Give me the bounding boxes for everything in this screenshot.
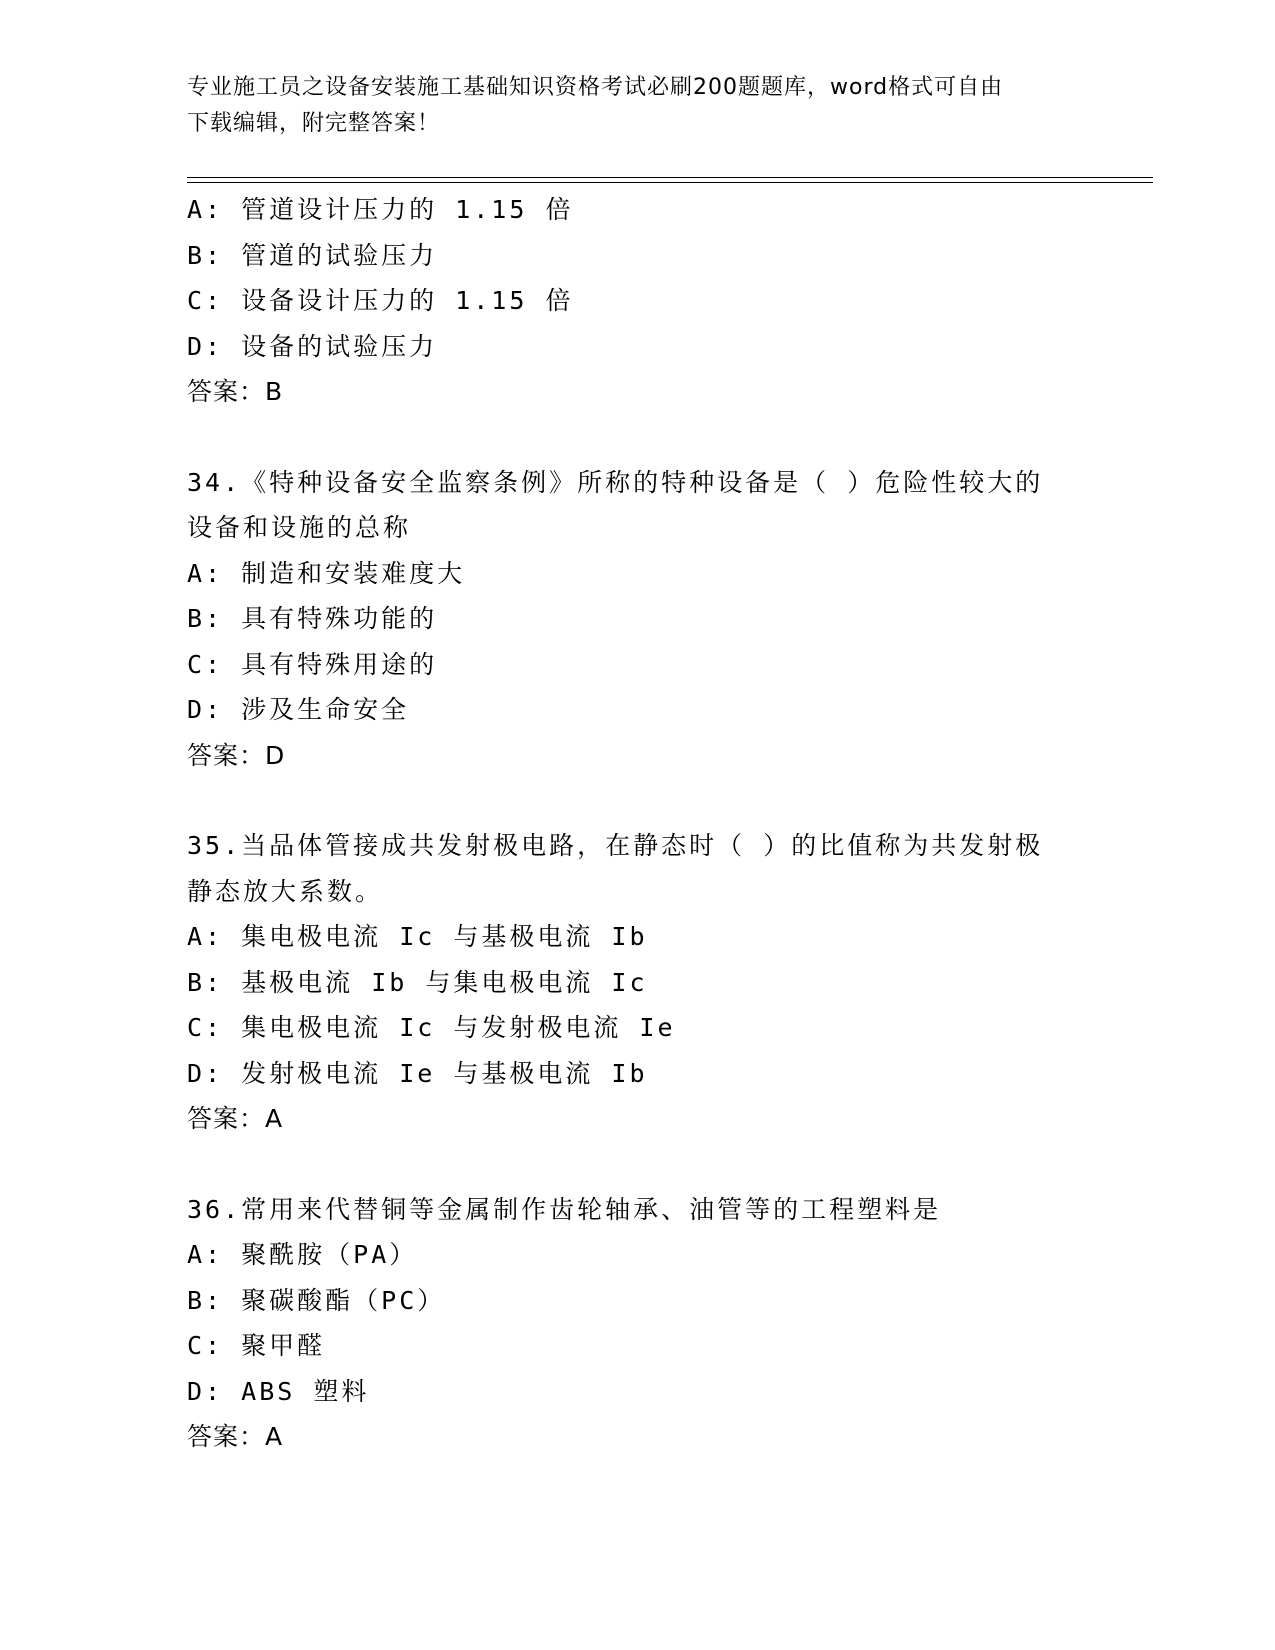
answer-line: 答案：A [187,1104,284,1133]
option-d: D: 设备的试验压力 [187,331,438,361]
question-block-36 [187,1187,1067,1460]
answer-line: 答案：A [187,1422,284,1451]
spacer [187,778,1067,823]
question-stem-line: 34.《特种设备安全监察条例》所称的特种设备是（ ）危险性较大的 [187,467,1044,497]
option-a: A: 集电极电流 Ic 与基极电流 Ib [187,922,648,951]
option-d: D: 发射极电流 Ie 与基极电流 Ib [187,1058,648,1088]
option-c: C: 集电极电流 Ic 与发射极电流 Ie [187,1013,676,1042]
question-list [187,187,1067,1460]
question-stem-line: 设备和设施的总称 [187,513,412,542]
option-b: B: 聚碳酸酯（PC） [187,1285,446,1315]
header-line-2: 下载编辑，附完整答案！ [187,111,441,136]
document-header [187,70,1067,142]
header-divider-top [187,177,1153,178]
option-a: A: 管道设计压力的 1.15 倍 [187,195,574,224]
option-a: A: 制造和安装难度大 [187,558,466,588]
spacer [187,415,1067,460]
spacer [187,1142,1067,1187]
question-stem-line: 35.当品体管接成共发射极电路，在静态时（ ）的比值称为共发射极 [187,831,1044,860]
option-b: B: 管道的试验压力 [187,240,438,270]
option-d: D: 涉及生命安全 [187,695,410,724]
option-b: B: 具有特殊功能的 [187,604,438,633]
option-b: B: 基极电流 Ib 与集电极电流 Ic [187,967,648,997]
answer-line: 答案：B [187,377,284,406]
question-block-34 [187,460,1067,779]
header-line-1: 专业施工员之设备安装施工基础知识资格考试必刷200题题库，word格式可自由 [187,75,1004,100]
question-stem-line: 36.常用来代替铜等金属制作齿轮轴承、油管等的工程塑料是 [187,1194,942,1224]
option-a: A: 聚酰胺（PA） [187,1240,418,1269]
question-block-33 [187,187,1067,415]
question-stem-line: 静态放大系数。 [187,876,384,906]
header-divider-bottom [187,182,1153,183]
option-d: D: ABS 塑料 [187,1376,370,1406]
option-c: C: 设备设计压力的 1.15 倍 [187,286,574,315]
answer-line: 答案：D [187,740,286,770]
option-c: C: 聚甲醛 [187,1331,326,1360]
question-block-35 [187,823,1067,1142]
option-c: C: 具有特殊用途的 [187,649,438,679]
